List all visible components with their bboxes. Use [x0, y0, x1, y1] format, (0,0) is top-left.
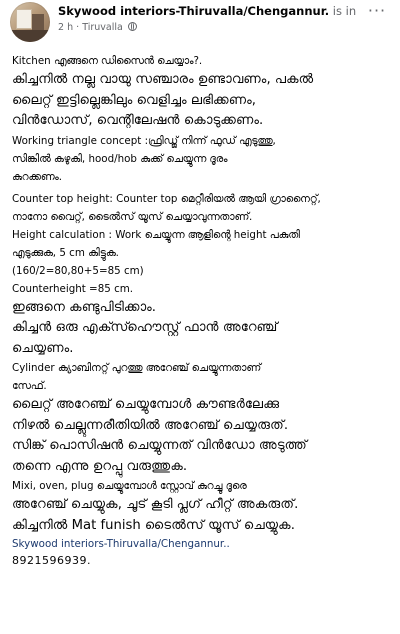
post-line: കിച്ചൻ ഒരു എക്സ്ഹൌസ്റ്റ് ഫാൻ അറേഞ്ച്	[12, 320, 278, 335]
post-line: Mixi, oven, plug ചെയ്യുമ്പോൾ സ്റ്റോവ് കുറച്ചു ദൂരെ	[12, 480, 247, 492]
location-link[interactable]: Tiruvalla	[82, 22, 123, 33]
post-line: Cylinder ക്യാബിനറ്റ് പുറത്തു അറേഞ്ച് ചെയ്യുന്നതാണ്	[12, 362, 261, 374]
post-line: നിഴൽ ചെല്ലുന്നരീതിയിൽ അറേഞ്ച് ചെയ്യരുത്.	[12, 417, 289, 433]
phone-number[interactable]: 8921596939.	[12, 554, 91, 567]
avatar-counter-shape	[10, 30, 50, 42]
post-line: ചെയ്യണം.	[12, 340, 74, 356]
post-line: നാനോ വൈറ്റ്, ടൈൽസ് യൂസ് ചെയ്യാവുന്നതാണ്.	[12, 210, 253, 223]
page-avatar[interactable]	[10, 2, 50, 42]
post-line: തന്നെ എന്നു ഉറപ്പു വരുത്തുക.	[12, 458, 188, 474]
more-options-button[interactable]: ···	[367, 1, 387, 20]
post-line: Height calculation : Work ചെയ്യുന്ന ആളിന്റെ height പകുതി	[12, 228, 300, 241]
post-line: Counter top height: Counter top മെറ്റീരിയൽ ആയി ഗ്രാനൈറ്റ്,	[12, 192, 321, 205]
post-line: കുറക്കണം.	[12, 170, 63, 183]
post-line: Kitchen എങ്ങനെ ഡിസൈൻ ചെയ്യാം?.	[12, 55, 203, 67]
globe-icon	[128, 22, 137, 31]
post-meta	[58, 20, 139, 36]
post-header	[0, 0, 400, 44]
post-line: വിൻഡോസ്, വെന്റിലേഷൻ കൊടുക്കണം.	[12, 113, 264, 128]
post-line: Working triangle concept :ഫ്രിഡ്ജ് നിന്ന് ഫുഡ് എടുത്തു,	[12, 134, 276, 147]
post-time[interactable]: 2 h	[58, 22, 74, 33]
meta-separator: ·	[76, 22, 80, 33]
page-name-link[interactable]: Skywood interiors-Thiruvalla/Chengannur.	[58, 4, 330, 18]
post-title-line	[58, 2, 358, 20]
post-line: കിച്ചനിൽ Mat funish ടൈൽസ് യൂസ് ചെയ്യുക.	[12, 517, 295, 533]
post-text	[12, 52, 396, 569]
post-line: ലൈറ്റ് ഇട്ടില്ലെങ്കിലും വെളിച്ചം ലഭിക്കണം,	[12, 92, 256, 108]
post-line: സേഫ്.	[12, 380, 47, 392]
post-line: ഇങ്ങനെ കണ്ടുപിടിക്കാം.	[12, 299, 156, 315]
signature-text: Skywood interiors-Thiruvalla/Chengannur..	[12, 538, 230, 550]
is-in-text: is in	[332, 4, 357, 18]
post-line: എടുക്കുക, 5 cm കിട്ടുക.	[12, 246, 119, 259]
avatar-window-shape	[16, 9, 32, 29]
post-line: കിച്ചനിൽ നല്ല വായു സഞ്ചാരം ഉണ്ടാവണം, പകൽ	[12, 72, 314, 87]
post-line: സിങ്ക് പൊസിഷൻ ചെയ്യുന്നത് വിൻഡോ അടുത്ത്	[12, 438, 307, 453]
post-line: അറേഞ്ച് ചെയ്യുക, ചൂട് കൂടി പ്ലഗ് ഹീറ്റ് അകരുത്.	[12, 497, 299, 512]
post-line: (160/2=80,80+5=85 cm)	[12, 264, 144, 277]
post-line: ലൈറ്റ് അറേഞ്ച് ചെയ്യുമ്പോൾ കൗണ്ടർലേക്കു	[12, 397, 280, 412]
post-line: Counterheight =85 cm.	[12, 282, 134, 295]
post-line: സിങ്കിൽ കഴുകി, hood/hob കുക്ക് ചെയ്യുന്ന ദൂരം	[12, 152, 228, 165]
